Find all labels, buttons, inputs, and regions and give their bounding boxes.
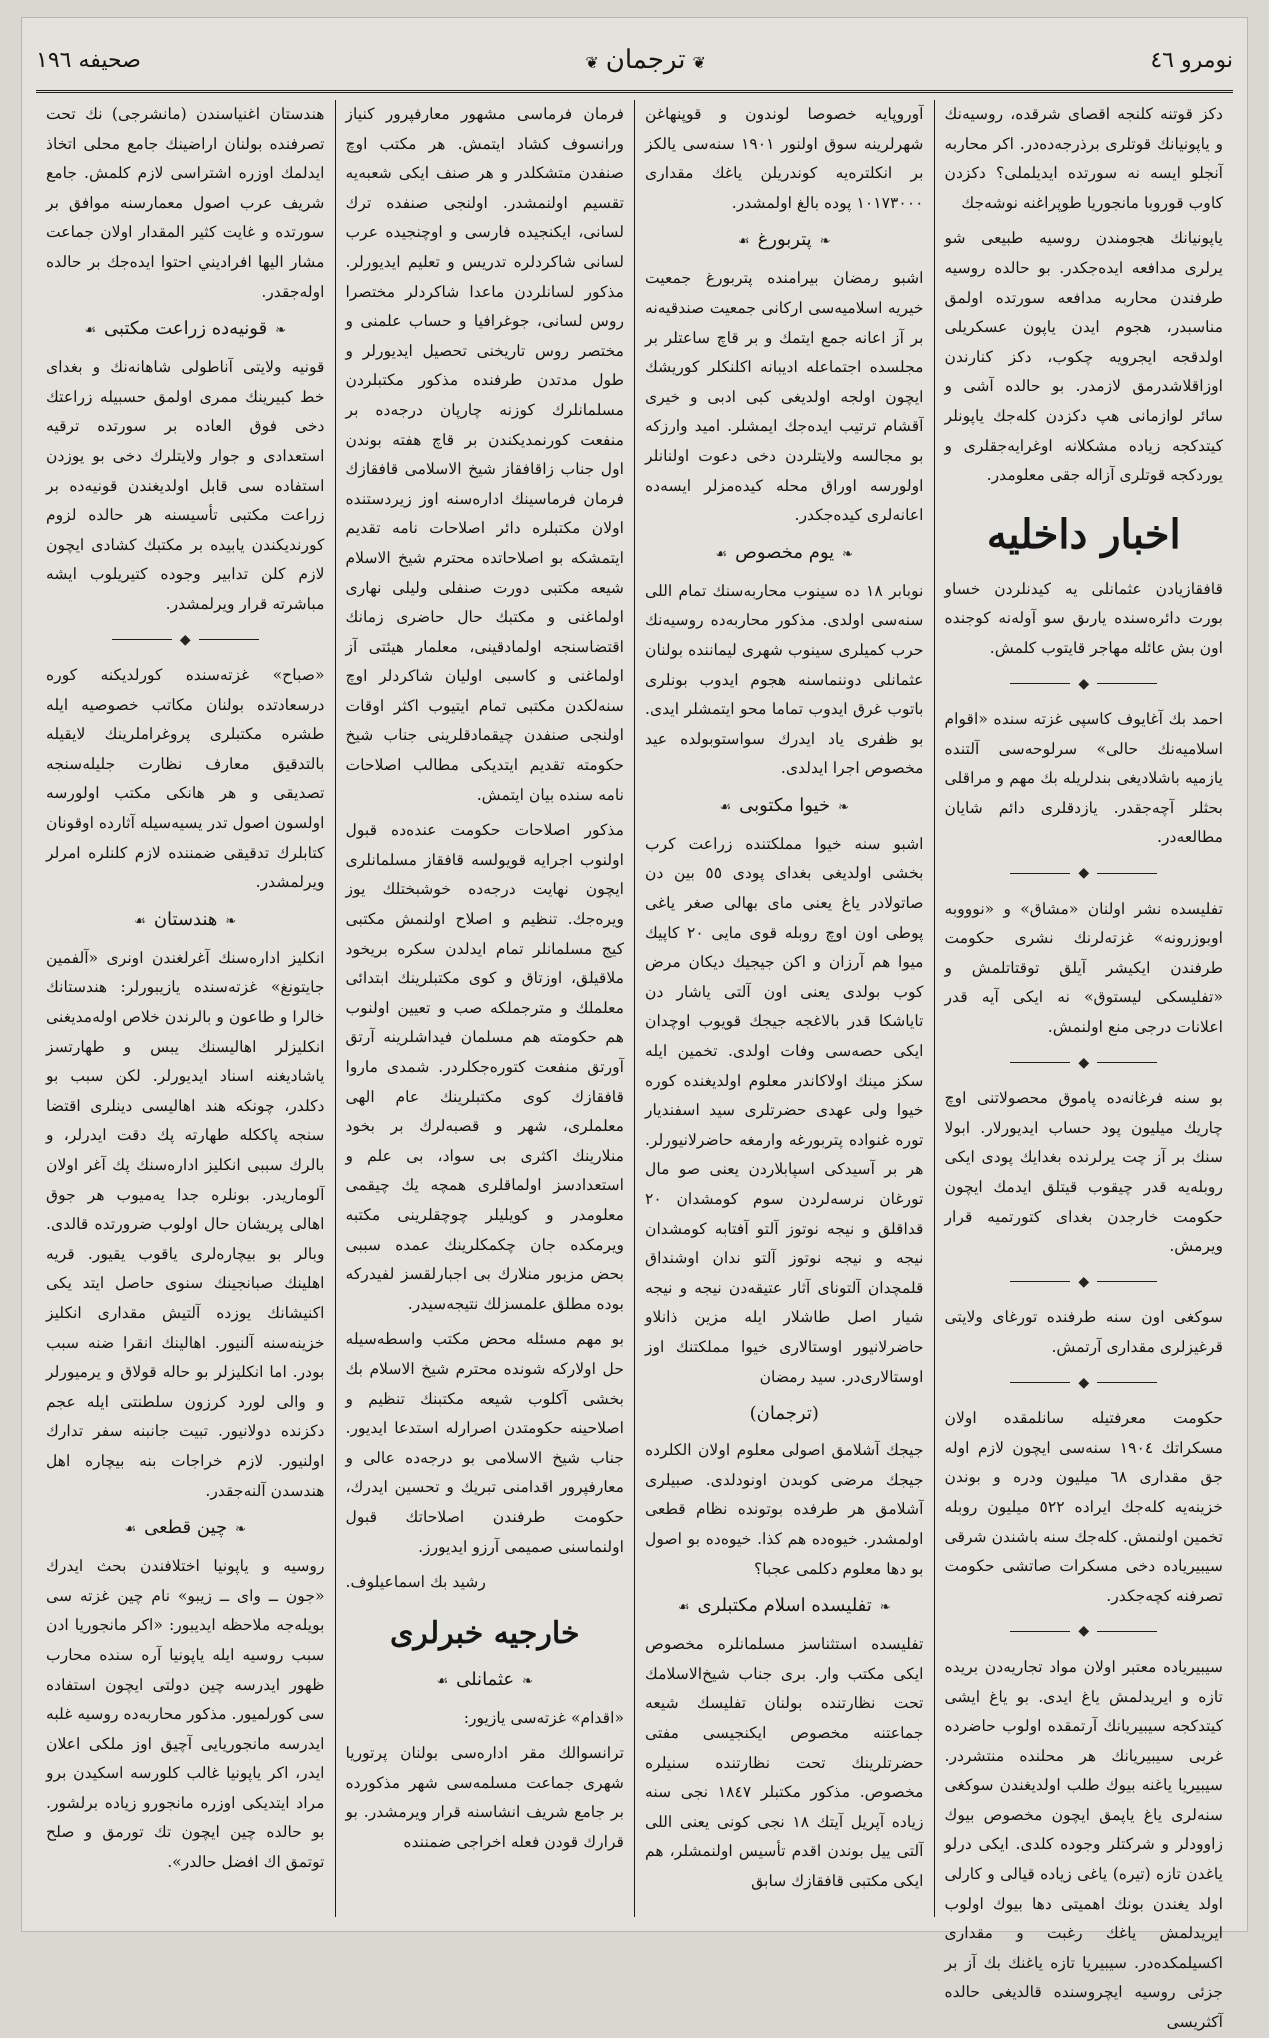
- page-number: صحيفه ١٩٦: [36, 47, 141, 73]
- masthead-title: ترجمان: [605, 45, 686, 75]
- paragraph: «اقدام» غزته‌سى يازيور:: [463, 1708, 624, 1727]
- divider: ◆: [945, 1369, 1224, 1399]
- section-title-petersburg: ❧پتربورغ☙: [645, 226, 924, 256]
- paragraph: مذكور اصلاحات حكومت عنده‌ده قبول اولنوب اجرايه قويولسه قافقاز مسلمانلرى ايچون نهايت درجه‌ده خوشبختلك يوز ويره‌جك. تنظيم و اصلاح اولنمش مكتبى كيج مسلمانلر تمام ايدلدن سكره بريخود ملاقيلق، اوزتاق و كوى مكتبلرينك ابتدائى معلملك و مترجملكه صب و تعيين اولنوب هم حكومته هم مسلمان فيداشلرينه آرتق آورتق منفعت كتوره‌جكلردر. شمدى ماروا قافقازك كوى مكتبلرينك عام الهى معلملرى، شهر و قصبه‌لرك بر بخود منلارينك اكثرى بى سواد، بى علم و استعدادسز اولماقلرى همچه يك چيقمى معلومدر و كويليلر چوچقلرينى مكتبه ويرمكده جان چكمكلرينك عمده سببى بحض مزبور منلارك بى اجبارلقسز لفيدركه بوده مطلق علمسزلك نتيجه‌سيدر.: [345, 821, 624, 1313]
- author-signature: رشيد بك اسماعيلوف.: [345, 1573, 486, 1592]
- issue-number: نومرو ٤٦: [1150, 47, 1233, 73]
- section-title-kharijiye: خارجيه خبرلرى: [389, 1615, 580, 1651]
- paragraph: تفليسده استثناسز مسلمانلره مخصوص ايكى مكتب وار. برى جناب شيخ‌الاسلامك تحت نظارتنده بولنان تفليسك شيعه جماعتنه مخصوص ايكنجيسى مفتى حضرتلرينك تحت نظارتنده سنيلره مخصوص. مذكور مكتبلر ١٨٤٧ نجى سنه زياده آپريل آيتك ١٨ نجى كونى يعنى اللى آلتى ييل بوندن اقدم تأسيس اولنمشلر، هم ايكى مكتبى قافقازك سابق: [645, 1635, 924, 1890]
- ornament-icon: ❦: [585, 53, 599, 72]
- divider: ◆: [945, 1268, 1224, 1298]
- paragraph: آوروپايه خصوصا لوندون و قوپنهاغن شهرلرينه سوق اولنور ١٩٠١ سنه‌سى يالكز بر انكلتره‌يه كوندريلن ياغك مقدارى ١٠١٧٣٠٠٠ پوده بالغ اولمشدر.: [645, 105, 924, 212]
- paragraph: هندستان اغنياسندن (مانشرجى) نك تحت تصرفنده بولنان اراضينك جامع محلى اتخاذ ايدلمك اوزره اشتراسى لازم كلمش. جامع شريف عرب اصول معمارسنه موافق بر سورتده و غايت كثير المقدار اولان جماعت مشار اليها افراديني احتوا ايده‌جك بر حالده اوله‌جقدر.: [46, 105, 325, 301]
- signature-tercuman: (ترجمان): [749, 1403, 819, 1425]
- section-title-yum-makhsus: ❧يوم مخصوص☙: [645, 539, 924, 569]
- column-4: [36, 100, 335, 1917]
- paragraph: سيبيرياده معتبر اولان مواد تجاريه‌دن بريده تازه و ايريدلمش ياغ ايدى. بو ياغ ايشى كيتدكجه سيبيريانك آرتمقده اولوب حاضرده غربى سيبيريانك هر محلنده منتشردر. سيبيريا ياغنه بيوك طلب اولديغندن سوكغى سنه‌لرى ياغ ياپمق ايچون مخصوص بيوك زاوودلر و شركتلر وجوده كلدى. ايكى درلو ياغدن تازه (تيره) ياغى زياده قيالى و كارلى اولد يغندن بونك اهميتى دها بيوك اولوب ايريدلمش ياغك رغبت و مقدارى اكسيلمكده‌در. سيبيريا تازه ياغنك بك آز بر جزئى روسيه ايچروسنده قالديغى حالده آكثريسى: [944, 1657, 1223, 2032]
- divider: ◆: [945, 859, 1224, 889]
- paragraph: بو مهم مسئله محض مكتب واسطه‌سيله حل اولاركه شونده محترم شيخ الاسلام بك بخشى آكلوب شيعه مكتبنك تنظيم و اصلاحينه حكومتدن اصرارله استدعا ايديور. جناب شيخ الاسلامى بو درجه‌ده عالى و معارفپرور اقدامنى تبريك و تحسين ايدرك، حكومت طرفندن اصلاحاتك قبول اولنماسنى صميمى آرزو ايديورز.: [345, 1330, 624, 1556]
- column-3: [335, 100, 635, 1917]
- paragraph: حكومت معرفتيله سانلمقده اولان مسكراتك ١٩٠٤ سنه‌سى ايچون لازم اوله جق مقدارى ٦٨ ميليون ودره و بوندن خزينه‌يه كله‌جك ايراده ٥٢٢ ميليون روبله تخمين اولنمش. كله‌جك سنه باشندن شرقى سيبيرياده دخى مسكرات صاتشى حكومت تصرفنه كچه‌جكدر.: [944, 1409, 1224, 1605]
- ornament-icon: ❦: [692, 53, 706, 72]
- paragraph: «صباح» غزته‌سنده كورلديكنه كوره درسعادتده بولنان مكاتب خصوصيه ايله طشره مكتبلرى پروغراملرينك لايقيله بالتدقيق معارف نظارت جليله‌سنجه تصديقى و هر هانكى مكتب اولورسه اولسون اصول تدر يسيه‌سيله آثارده اوقونان كتابلرك تدقيقى ضمننده لازم كلنلره امرلر ويرلمشدر.: [46, 666, 325, 892]
- section-title-khiva: ❧خيوا مكتوبى☙: [645, 792, 924, 822]
- ornament-icon: ☙: [124, 1522, 137, 1538]
- column-2: [634, 100, 934, 1917]
- ornament-icon: ☙: [715, 546, 728, 562]
- paragraph: فرمان فرماسى مشهور معارفپرور كنياز ورانسوف كشاد ايتمش. هر مكتب اوچ صنفدن متشكلدر و هر صنف ايكى شعبه‌يه تقسيم اولنمشدر. اولنجى صنفده ترك لسانى، ايكنجيده فارسى و اوچنجيده عرب لسانى شاكردلره تدريس و تعليم ايديورلر. مذكور لسانلردن ماعدا شاكردلر مختصرا روس لسانى، جوغرافيا و حساب علمنى و مختصر روس تاريخنى تحصيل ايديورلر و طول مدتدن طرفنده مذكور مكتبلردن مسلمانلرك كوزنه چارپان درجه‌ده بر منفعت كورنمديكندن بر قاچ هفته بوندن اول جناب زاقافقاز شيخ الاسلامى قافقازك فرمان فرماسينك اداره‌سنه اوز زيردستنده اولان مكتبلره دائر اصلاحات نامه تقديم ايتمشكه بو اصلاحاتده محترم شيخ الاسلام شيعه مكتبى دورت صنفلى وليلى نهارى اولماغنى و مكتبك حال حاضرى زمانك اقتضاسنجه اولمادقينى، معلمار هيئتى آز اولماغنى و كاسبى اوليان شاكردلر اوچ سنه‌لكدن مكتبى تمام ايتيوب اكثر اوقات اولنجى صنفدن چيقمادقلرينى جناب شيخ حكومته تقديم ايتديكى مطالب اصلاحات نامه سنده بيان ايتمش.: [345, 105, 624, 804]
- ornament-icon: ❧: [879, 1600, 891, 1616]
- paragraph: ياپونيانك هجومندن روسيه طبيعى شو يرلرى مدافعه ايده‌جكدر. بو حالده روسيه طرفندن محاربه مدافعه سورتده اولمق مناسبدر، هجوم ايدن ياپون عسكريلى اولدقجه ايجرويه چكوب، دكز كنارندن اوزاقلاشدرمق لازمدر. بو حالده آشى و سائر لوازمانى هپ دكزدن كله‌جك ياپونلر كيتدكجه زياده مشكلانه اوغرايه‌جقلرى و يوردكجه قوتلرى آزاله جقى معلومدر.: [944, 229, 1223, 485]
- ornament-icon: ☙: [436, 1673, 449, 1689]
- section-title-akhbar-dakhiliye: اخبار داخليه: [986, 510, 1181, 558]
- paragraph: احمد بك آغايوف كاسپى غزته سنده «اقوام اسلاميه‌نك حالى» سرلوحه‌سى آلتنده يازميه باشلاديغى بندلريله بك مهم و مراقلى بحثلر آچه‌جقدر. يازدقلرى دائم شايان مطالعه‌در.: [944, 710, 1223, 847]
- paragraph: ترانسوالك مقر اداره‌سى بولنان پرتوريا شهرى جماعت مسلمه‌سى شهر مذكورده بر جامع شريف انشاسنه قرار ويرمشدر. بو قرارك قودن فعله اخراجى ضمننده: [345, 1744, 624, 1852]
- column-1: [934, 100, 1234, 2032]
- ornament-icon: ☙: [737, 234, 750, 250]
- masthead: [585, 45, 706, 75]
- paragraph: اشبو رمضان بيرامنده پتربورغ جمعيت خيريه اسلاميه‌سى اركانى جمعيت صندقيه‌نه بر آز اعانه جمع ايتمك و بر قاچ ساعتلر بر مجلسده اجتماعله اديبانه اكلنكلر كوريشك ايچون اولجه اولديغى كبى ادبى و خيرى آقشام ترتيب ايده‌جك ايمشلر. اميد وارزكه بو مجالسه ولايتلردن دخى دعوت اولنانلر اولورسه اوراق محله كيده‌مزلر ايسه‌ده اعانه‌لرى كيده‌جكدر.: [645, 269, 924, 525]
- ornament-icon: ❧: [275, 323, 287, 339]
- paragraph: انكليز اداره‌سنك آغرلغندن اونرى «آلفمين جايتونغ» غزته‌سنده يازيبورلر: هندستانك خالرا و طاعون و بالرندن خلاص اوله‌مديغنى انكليزلر اهاليسنك يبس و طهارتسز ياشاديغنه اسناد ايديورلر. لكن سبب بو دكلدر، چونكه هند اهاليسى دينلرى اقتضا سنجه پاككله طهارته پك دقت ايدرلر، و بالرك سببى انكليز اداره‌سنك پك آغر اولان آلوماريدر. بونلره جدا يه‌ميوب هر جوق اهالى پريشان حال اولوب ضرورتده قالدى. وبالر بو بيچاره‌لرى ياقوب يقيور. قريه اهلينك صبانجينك سنوى حاصل ايتد يكى اكنيشانك يوزده آلتيش مقدارى انكليز خزينه‌سنه آلنيور. اهالينك انقرا ضنه سبب بودر. اما انكليزلر بو حاله قولاق و يرميورلر و والى لورد كرزون سلطنتى ايله عجم دكزنده دولانيور. تبيت جانبنه سفر تدارك اولنيور. لازم خراجات بنه بيچاره اهل هندسدن آلنه‌جقدر.: [46, 948, 325, 1500]
- divider: ◆: [945, 670, 1224, 700]
- paragraph: روسيه و ياپونيا اختلافندن بحث ايدرك «جون ــ واى ــ زيبو» نام چين غزته سى بويله‌جه ملاحظه ايديبور: «اكر مانجوريا ادن سبب روسيه ايله ياپونيا آره سنده محارب ظهور ايدرسه چين دولتى ايچون استفاده سى كورلميور. مذكور محاربه‌ده روسيه غلبه ايدرسه مانجوريايى آچيق اوز ملكى اعلان ايدر، اكر ياپونيا غالب كلورسه اسكيدن برو مراد ايتديكى اوزره مانجورو زياده برلشور. بو حالده چين ايچون تك تورمق و صلح توتمق اك افضل حالدر».: [45, 1557, 325, 1872]
- paragraph: نوبابر ١٨ ده سينوب محاربه‌سنك تمام اللى سنه‌سى اولدى. مذكور محاربه‌ده روسيه‌نك حرب كميلرى سينوب شهرى ليماننده بولنان عثمانلى دوننماسنه هجوم ايدوب بونلرى باتوب غرق ايدوب تماما محو ايتمشلر ايدى. بو ظفرى ياد ايدرك سواستوبولده عيد مخصوص اجرا ايدلدى.: [645, 581, 924, 778]
- ornament-icon: ❧: [842, 546, 854, 562]
- ornament-icon: ☙: [677, 1600, 690, 1616]
- paragraph: قونيه ولايتى آناطولى شاهانه‌نك و بغداى خط كبيرينك ممرى اولمق حسبيله زراعتك دخى فوق العاده بر سورتده ترقيه استعدادى و جوار ولايتلرك دخى بو يوزدن استفاده سى قابل اولديغندن قونيه‌ده بر زراعت مكتبى تأسيسنه هر حالده لزوم كورنديكندن يابيده بر مكتبك كشادى ايچون لازم كلن تدابير وجوده كتيريلوب ايشه مباشرته قرار ويرلمشدر.: [46, 358, 325, 613]
- paragraph: قافقازيادن عثمانلى يه كيدنلردن خساو بورت دائره‌سنده يارىق سو آوله‌نه كوجنده اون بش عائله مهاجر قايتوب كلمش.: [944, 579, 1223, 657]
- ornament-icon: ☙: [84, 323, 97, 339]
- newspaper-page: [22, 18, 1247, 2032]
- divider: ◆: [945, 1049, 1224, 1079]
- ornament-icon: ☙: [719, 799, 732, 815]
- ornament-icon: ❧: [819, 234, 831, 250]
- paragraph: دكز قوتنه كلنجه اقصاى شرقده، روسيه‌نك و ياپونيانك قوتلرى برذرجه‌ده‌در. اكر محاربه آنجلو ايسه نه سورتده ايديلملى؟ دكزدن كاوب قوروبا مانجوريا طوپراغنه نوشه‌جك: [944, 105, 1223, 212]
- ornament-icon: ❧: [225, 913, 237, 929]
- paragraph: اشبو سنه خيوا مملكتنده زراعت كرب بخشى اولديغى بغداى پودى ٥٥ بين دن صاتولادر ياغ يعنى ماى بهالى صغر ياغى پوطى اون اوچ روبله قوى مايى ٢٠ كاپيك ميوا هم آرزان و اكن جيجيك ديكان مرض كوب بولدى يعنى اون آلتى ياشار دن تاياشكا قدر بالاغجه جيجك قويوب اوچدان ايكى حصه‌سى وفات اولدى. تخمين ايله سكز مينك اولاكاندر معلوم اولديغنده كوره خيوا ولى عهدى حضرتلرى سيد اسفنديار توره غنواده پتربورغه وارمغه حاضرلانيورلر. هر بر آسيدكى اسپابلاردن يعنى صو مال تورغان نرسه‌لردن سوم كومشدان ٢٠ قداقلق و نيجه نوتوز آلتو آفتابه كومشدان نيجه و نيجه نوتوز آلتو ندان اوشنداق قلمچدان آلتوناى آثار عتيقه‌دن نيجه و نيجه شيار اصل طاشلار ايله مزين ذانلاو حاضرلانيور اوستالارى خيوا مملكتنك اوز اوستالارى‌در. سيد رمضان: [645, 834, 924, 1386]
- section-title-hindistan: ❧هندستان☙: [46, 906, 325, 936]
- columns: [36, 100, 1233, 2032]
- paragraph: بو سنه فرغانه‌ده پاموق محصولاتنى اوچ چاريك ميليون پود حساب ايديورلار. ابولا سنك بر آز چت يرلرنده بغدايك پودى ايكى روبله‌يه قدر چيقوب قيتلق ايدمك ايچون حكومت خارجدن بغداى كتورتميه قرار ويرمش.: [944, 1089, 1223, 1256]
- ornament-icon: ❧: [235, 1522, 247, 1538]
- paragraph: جيجك آشلامق اصولى معلوم اولان الكلرده جيجك مرضى كوبدن اونودلدى. صبيلرى آشلامق هر طرفده بوتونده نظام قطعى اولمشدر. خيوه‌ده هم كذا. خيوه‌ده بو اصول بو دها معلوم دكلمى عجبا؟: [645, 1441, 924, 1578]
- section-title-konya-ziraat: ❧قونيه‌ده زراعت مكتبى☙: [46, 315, 325, 345]
- divider: ◆: [46, 626, 325, 656]
- paragraph: سوكغى اون سنه طرفنده تورغاى ولايتى قرغيزلرى مقدارى آرتمش.: [944, 1308, 1223, 1356]
- ornament-icon: ❧: [838, 799, 849, 815]
- page-header: [36, 30, 1233, 93]
- section-title-osmanli: ❧عثمانلى☙: [346, 1666, 625, 1696]
- section-title-chin-qitasi: ❧چين قطعى☙: [46, 1514, 325, 1544]
- divider: ◆: [945, 1617, 1224, 1647]
- ornament-icon: ☙: [134, 913, 146, 929]
- paragraph: تفليسده نشر اولنان «مشاق» و «نوووبه اوبوزرونه» غزته‌لرنك نشرى حكومت طرفندن ايكيشر آيلق توقتاتلمش و «تفليسكى ليستوق» نه ايكى آيه قدر اعلانات درجى منع اولنمش.: [944, 899, 1223, 1037]
- section-title-tiflis-islam: ❧تفليسده اسلام مكتبلرى☙: [645, 1592, 924, 1622]
- ornament-icon: ❧: [522, 1673, 534, 1689]
